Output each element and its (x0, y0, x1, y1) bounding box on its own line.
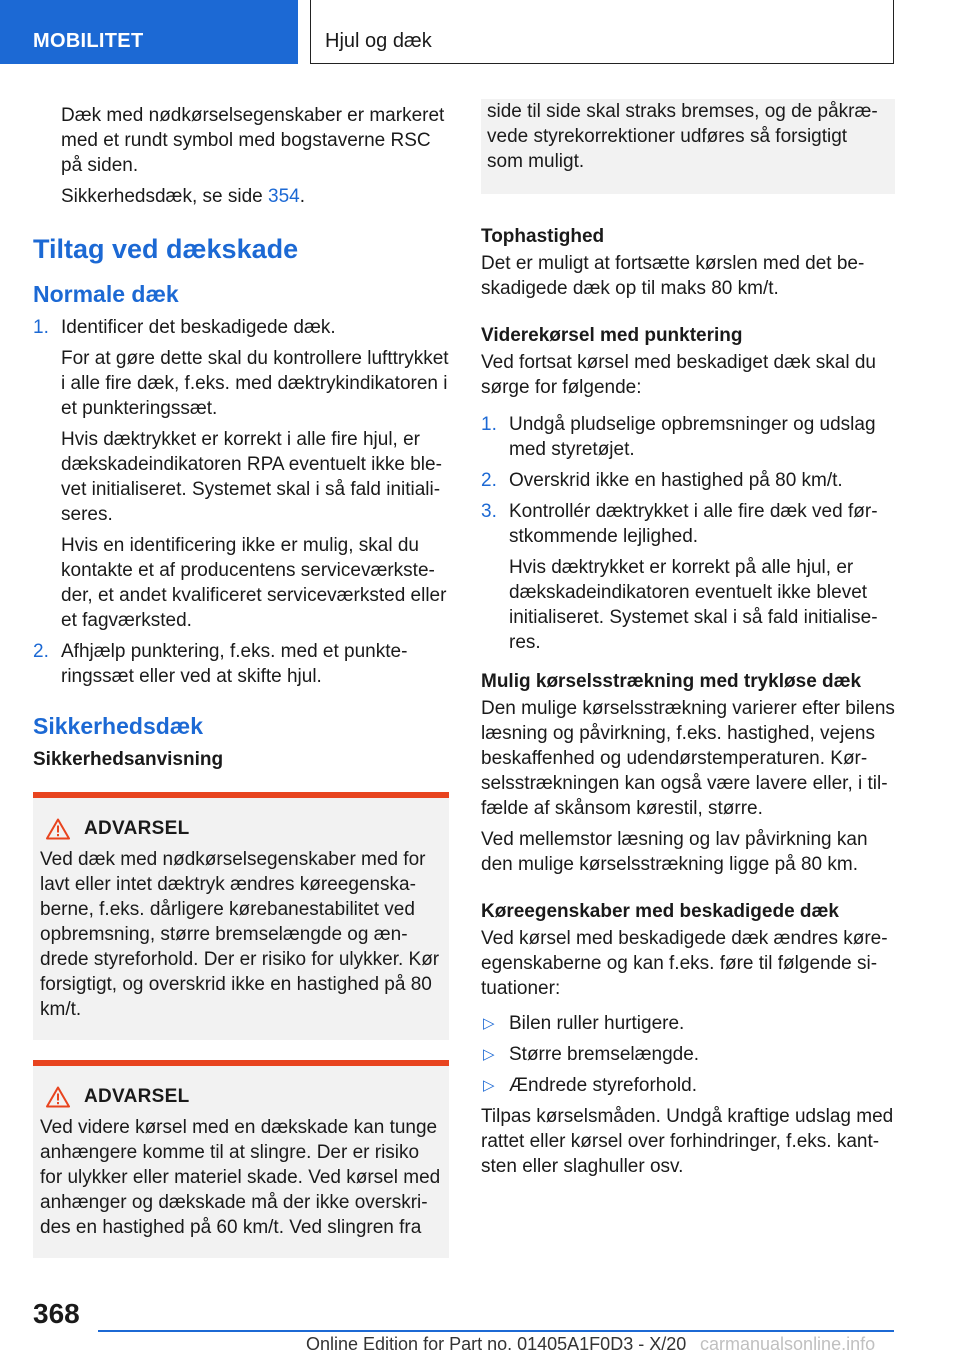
list-item (481, 499, 895, 655)
chapter-title: Hjul og dæk (310, 0, 894, 64)
step-text: Afhjælp punktering, f.eks. med et punkteringssæt eller ved at skifte hjul. (61, 641, 408, 687)
step-text: Identificer det beskadigede dæk. (61, 317, 336, 338)
warning-text: Ved videre kørsel med en dækskade kan tunge anhængere komme til at slingre. Der er risiko for ulykker eller materiel skade. Ved kørsel med anhænger og dækskade må der ikke overskrides en hastighed på 60 km/t. Ved slingren fra (40, 1117, 441, 1238)
normal-tires-steps (33, 315, 449, 689)
watermark: carmanualsonline.info (700, 1334, 876, 1354)
step-text: Overskrid ikke en hastighed på 80 km/t. (509, 470, 843, 491)
driving-characteristics-heading: Køreegenskaber med beskadigede dæk (481, 901, 839, 922)
step-note: For at gøre dette skal du kontrollere lufttrykket i alle fire dæk, f.eks. med dæktrykindikatoren i et punkteringssæt. (61, 348, 449, 419)
step-number: 2. (33, 641, 49, 662)
warning-triangle-icon (46, 1086, 70, 1108)
right-column (481, 103, 895, 1185)
list-item-text: Større bremselængde. (509, 1044, 700, 1065)
warning-text: Ved dæk med nødkørselsegenskaber med for lavt eller intet dæktryk ændres køreegenskaberne, f.eks. dårligere kørebanestabilitet ved opbremsning, større bremselængde og ændrede styreforhold. Der er risiko for ulykker. Kør forsigtigt, og overskrid ikke en hastighed på 80 km/t. (40, 849, 440, 1020)
warning-box (33, 792, 449, 1040)
list-item (481, 1042, 895, 1067)
warning-header (40, 816, 443, 841)
top-speed-text: Det er muligt at fortsætte kørslen med det beskadigede dæk op til maks 80 km/t. (481, 253, 865, 299)
warning-box (33, 1060, 449, 1258)
step-number: 2. (481, 470, 497, 491)
warning-continuation (481, 99, 895, 194)
list-item (33, 639, 449, 689)
driving-characteristics-text: Ved kørsel med beskadigede dæk ændres køreegenskaberne og kan f.eks. føre til følgende situationer: (481, 928, 888, 999)
list-item (481, 412, 895, 462)
step-number: 3. (481, 501, 497, 522)
section-tab: MOBILITET (0, 0, 298, 64)
step-note: Hvis dæktrykket er korrekt på alle hjul, er dækskadeindikatoren eventuelt ikke blevet initialiseret. Systemet skal i så fald initialiseres. (509, 557, 878, 653)
continued-driving-heading: Viderekørsel med punktering (481, 325, 743, 346)
distance-text: Den mulige kørselsstrækning varierer efter bilens læsning og påvirkning, f.eks. hastighed, vejens beskaffenhed og udendørstemperaturen. Kørselsstrækningen kan også være lavere eller, i tilfælde af skånsom kørestil, større. (481, 698, 895, 819)
step-text: Undgå pludselige opbremsninger og udslag med styretøjet. (509, 414, 876, 460)
step-number: 1. (33, 317, 49, 338)
triangle-bullet-icon: ▷ (483, 1046, 495, 1063)
list-item-text: Ændrede styreforhold. (509, 1075, 697, 1096)
list-item (481, 468, 895, 493)
triangle-bullet-icon: ▷ (483, 1015, 495, 1032)
warning-continuation-text: side til side skal straks bremses, og de påkrævede styrekorrektioner udføres så forsigtigt som muligt. (487, 101, 878, 172)
warning-triangle-icon (46, 818, 70, 840)
edition-text: Online Edition for Part no. 01405A1F0D3 - X/20 (306, 1334, 687, 1354)
step-note: Hvis dæktrykket er korrekt i alle fire hjul, er dækskadeindikatoren RPA eventuelt ikke blevet initialiseret. Systemet skal i så fald initialiseres. (61, 429, 442, 525)
list-item-text: Bilen ruller hurtigere. (509, 1013, 685, 1034)
safety-tires-heading: Sikkerhedsdæk (33, 713, 204, 739)
warning-header (40, 1084, 443, 1109)
page-link[interactable]: 354 (268, 186, 300, 207)
continued-driving-steps (481, 412, 895, 655)
list-item (33, 315, 449, 633)
step-number: 1. (481, 414, 497, 435)
warning-title: ADVARSEL (84, 818, 190, 839)
reference-end: . (299, 186, 305, 207)
final-advice-text: Tilpas kørselsmåden. Undgå kraftige udslag med rattet eller kørsel over forhindringer, f.eks. kantsten eller slaghuller osv. (481, 1106, 894, 1177)
distance-text: Ved mellemstor læsning og lav påvirkning kan den mulige kørselsstrækning ligge på 80 km. (481, 829, 868, 875)
step-text: Kontrollér dæktrykket i alle fire dæk ved førstkommende lejlighed. (509, 501, 878, 547)
intro-block (33, 103, 449, 209)
list-item (481, 1073, 895, 1098)
intro-reference (61, 184, 449, 209)
top-speed-heading: Tophastighed (481, 226, 605, 247)
list-item (481, 1011, 895, 1036)
distance-heading: Mulig kørselsstrækning med trykløse dæk (481, 671, 862, 692)
normal-tires-heading: Normale dæk (33, 281, 179, 307)
safety-notes-heading: Sikkerhedsanvisning (33, 749, 224, 770)
page-number: 368 (33, 1298, 80, 1329)
footer-divider (98, 1330, 894, 1332)
intro-paragraph: Dæk med nødkørselsegenskaber er markeret med et rundt symbol med bogstaverne RSC på siden. (61, 105, 445, 176)
warning-title: ADVARSEL (84, 1086, 190, 1107)
left-column (33, 103, 449, 1258)
step-note: Hvis en identificering ikke er mulig, skal du kontakte et af producentens serviceværksteder, et andet kvalificeret serviceværksted eller et fagværksted. (61, 535, 447, 631)
consequences-list (481, 1011, 895, 1098)
triangle-bullet-icon: ▷ (483, 1077, 495, 1094)
reference-text: Sikkerhedsdæk, se side (61, 186, 268, 207)
section-heading: Tiltag ved dækskade (33, 234, 299, 264)
continued-driving-text: Ved fortsat kørsel med beskadiget dæk skal du sørge for følgende: (481, 352, 876, 398)
